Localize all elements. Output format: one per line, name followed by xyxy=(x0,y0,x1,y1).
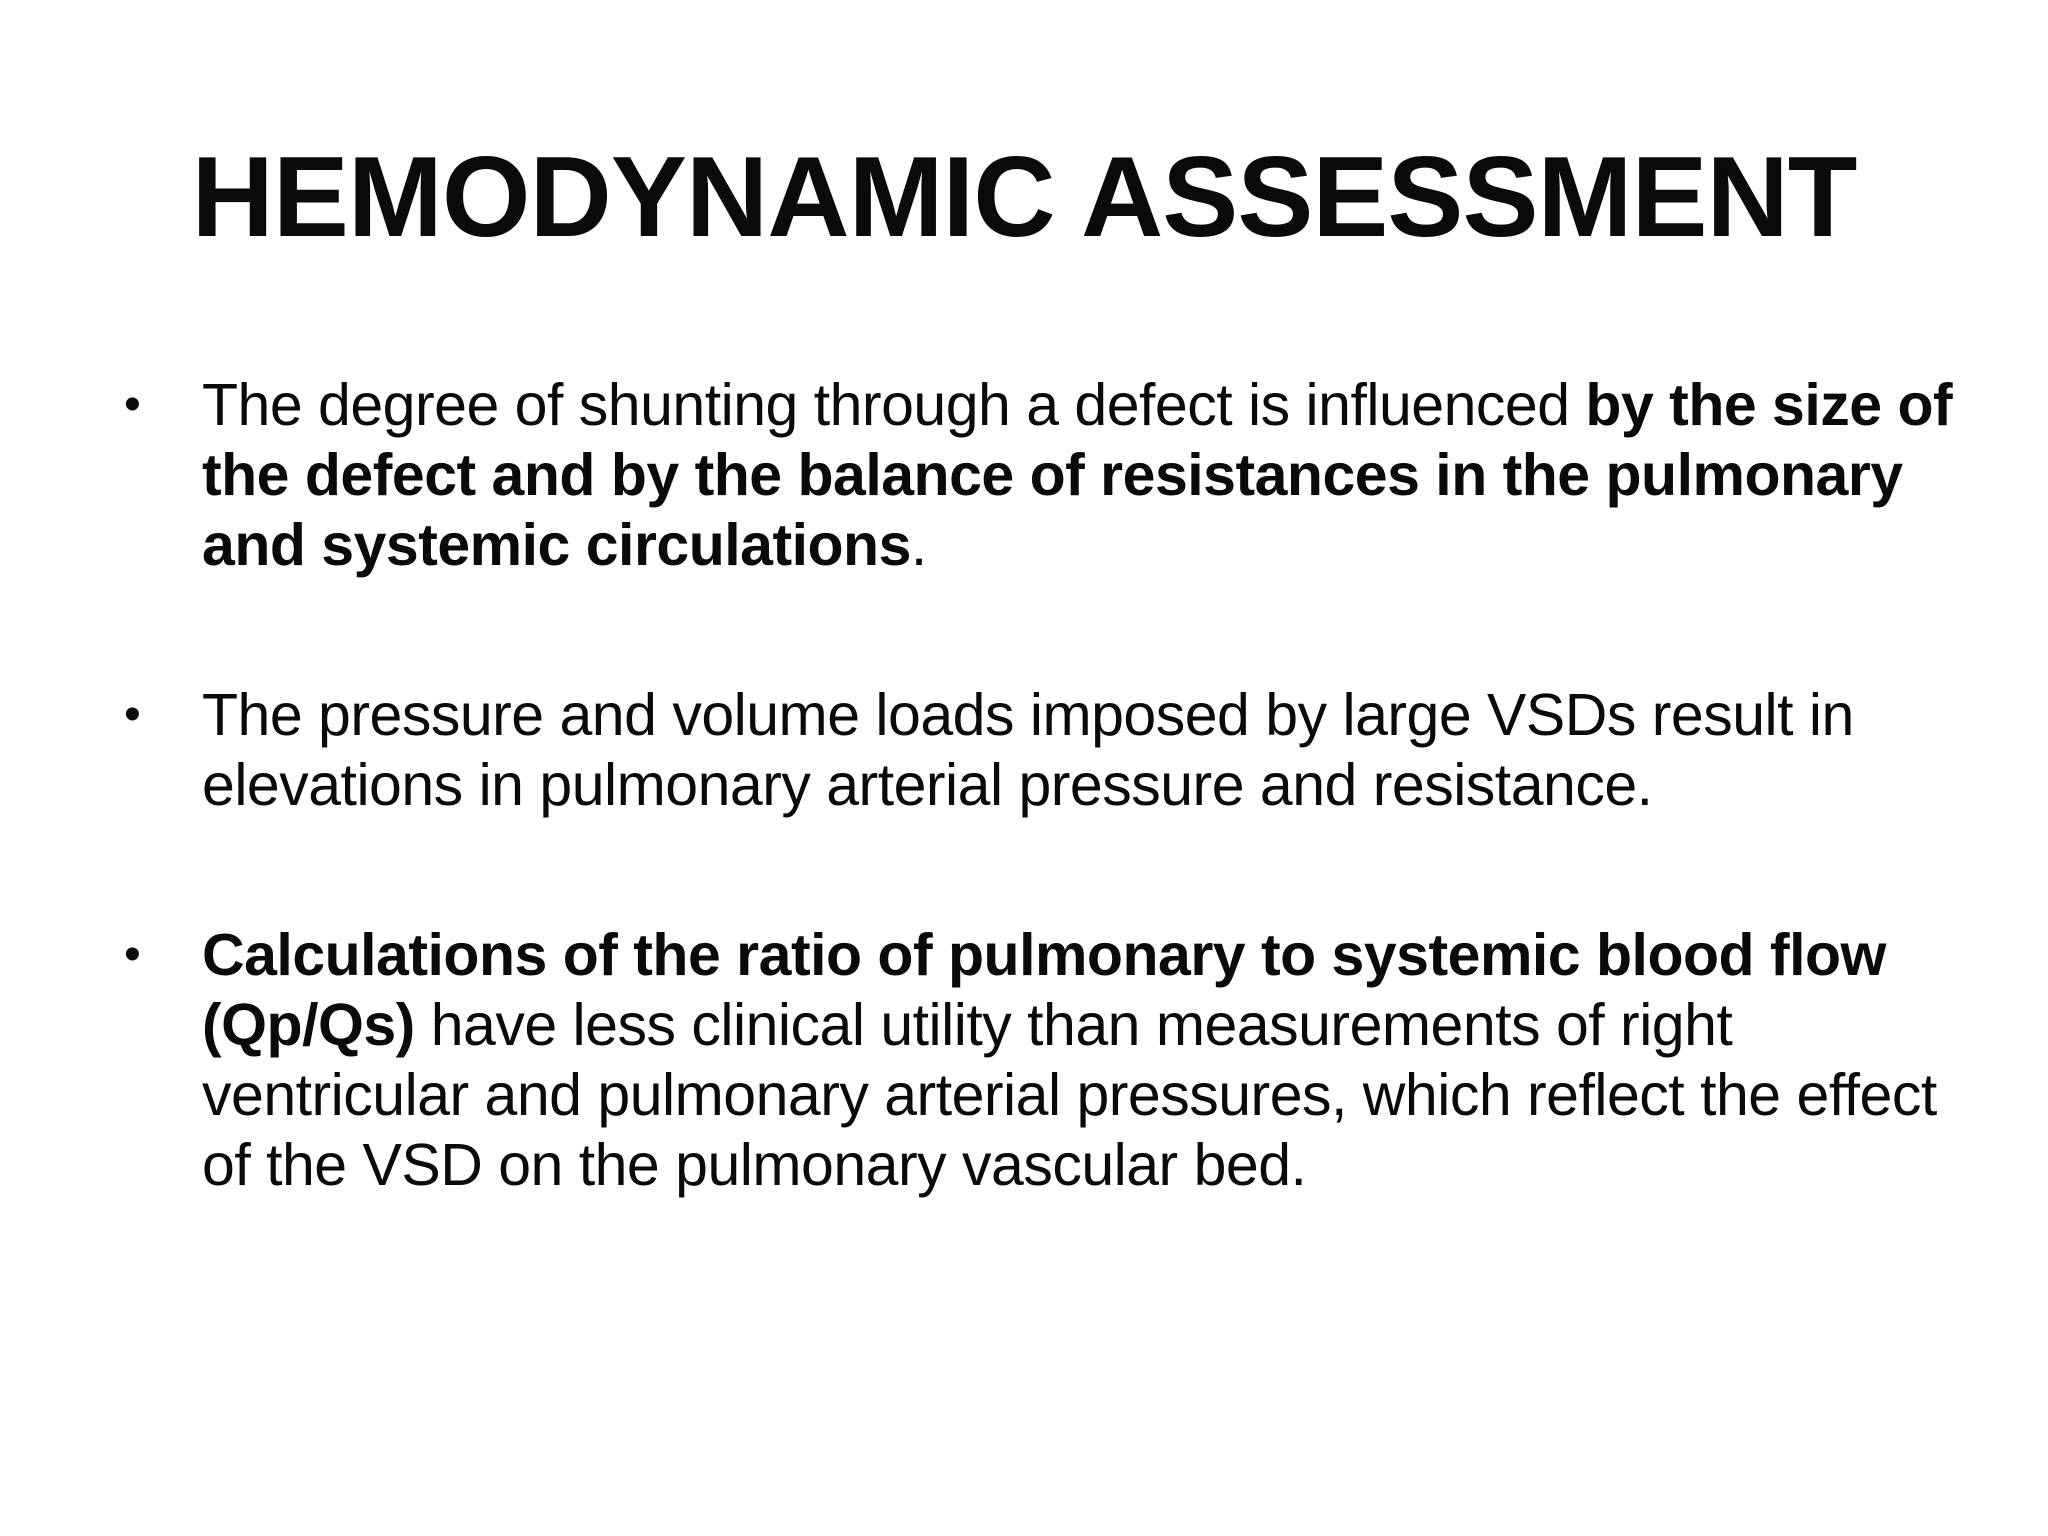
bullet-text: The degree of shunting through a defect is influenced xyxy=(202,372,1586,438)
bullet-item-qp-qs xyxy=(120,920,1960,1200)
bullet-item-shunting xyxy=(120,370,1960,580)
bullet-item-pressure-volume xyxy=(120,680,1960,820)
bullet-list xyxy=(120,370,1960,1200)
bullet-text-bold: Calculations of the ratio of pulmonary to systemic blood flow (Qp/Qs) xyxy=(202,922,1886,1058)
slide-title: HEMODYNAMIC ASSESSMENT xyxy=(191,134,1857,261)
bullet-icon: • xyxy=(124,928,141,981)
bullet-text: . xyxy=(910,512,927,578)
bullet-text-bold: by the size of the defect and by the balance of resistances in the pulmonary and systemic circulations xyxy=(202,372,1953,578)
bullet-text: have less clinical utility than measurements of right ventricular and pulmonary arterial pressures, which reflect the effect of the VSD on the pulmonary vascular bed. xyxy=(202,992,1937,1198)
bullet-icon: • xyxy=(124,378,141,431)
bullet-text: The pressure and volume loads imposed by large VSDs result in elevations in pulmonary arterial pressure and resistance. xyxy=(202,682,1854,818)
bullet-icon: • xyxy=(124,688,141,741)
